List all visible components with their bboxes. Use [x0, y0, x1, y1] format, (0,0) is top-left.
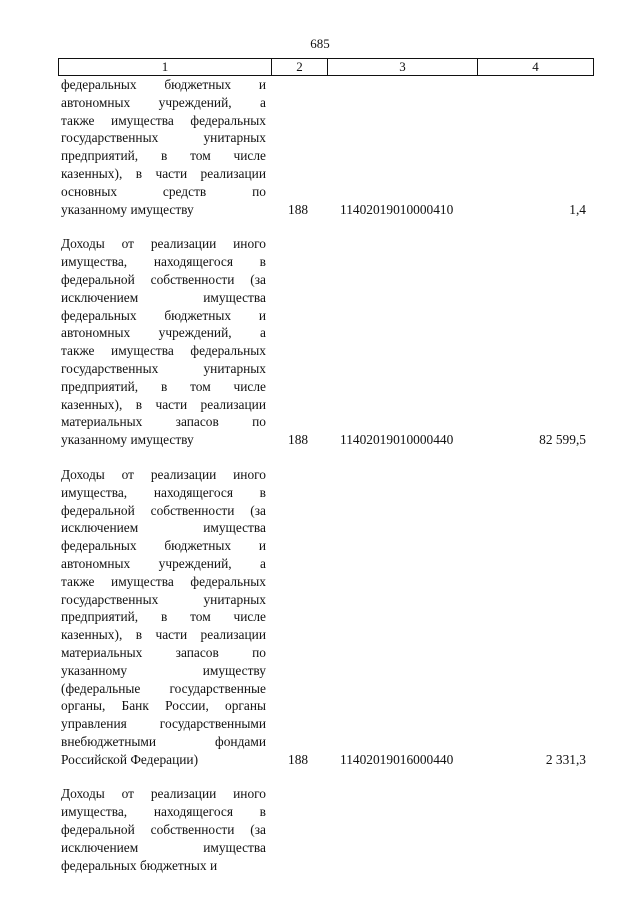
description-line: исключением имущества [61, 520, 266, 536]
description-line: предприятий, в том числе [61, 378, 266, 394]
header-col-2: 2 [272, 59, 328, 75]
description-line: федеральной собственности (за [61, 502, 266, 518]
row-description [61, 466, 266, 769]
description-line: федеральной собственности (за [61, 822, 266, 838]
description-line: указанному имуществу [61, 432, 194, 448]
description-line: федеральных бюджетных и [61, 538, 266, 554]
table-row [61, 466, 592, 769]
description-line: основных средств по [61, 183, 266, 199]
description-line: предприятий, в том числе [61, 148, 266, 164]
description-line: государственных унитарных [61, 591, 266, 607]
row-amount: 2 331,3 [545, 751, 586, 767]
description-line: казенных), в части реализации [61, 396, 266, 412]
description-line: исключением имущества [61, 839, 266, 855]
description-line: федеральных бюджетных и [61, 77, 266, 92]
header-col-1: 1 [59, 59, 272, 75]
row-budget-code: 11402019010000410 [340, 201, 454, 217]
row-description [61, 235, 266, 449]
row-admin-code: 188 [288, 751, 309, 767]
table-row [61, 785, 592, 874]
row-amount: 1,4 [569, 201, 586, 217]
description-line: автономных учреждений, а [61, 325, 266, 341]
description-line: Доходы от реализации иного [61, 466, 266, 482]
description-line: указанному имуществу [61, 201, 194, 217]
row-description [61, 785, 266, 874]
description-line: государственных унитарных [61, 130, 266, 146]
description-line: имущества, находящегося в [61, 254, 266, 270]
description-line: (федеральные государственные [61, 680, 266, 696]
description-line: предприятий, в том числе [61, 609, 266, 625]
description-line: управления государственными [61, 716, 266, 732]
table-row [61, 235, 592, 449]
row-admin-code: 188 [288, 432, 309, 448]
description-line: также имущества федеральных [61, 112, 266, 128]
description-line: автономных учреждений, а [61, 555, 266, 571]
description-line: государственных унитарных [61, 360, 266, 376]
description-line: казенных), в части реализации [61, 165, 266, 181]
description-line: указанному имуществу [61, 662, 266, 678]
table-header [58, 58, 594, 76]
description-line: автономных учреждений, а [61, 94, 266, 110]
description-line: казенных), в части реализации [61, 627, 266, 643]
description-line: имущества, находящегося в [61, 804, 266, 820]
row-admin-code: 188 [288, 201, 309, 217]
row-description [61, 76, 266, 218]
description-line: внебюджетными фондами [61, 733, 266, 749]
description-line: органы, Банк России, органы [61, 698, 266, 714]
description-line: исключением имущества [61, 289, 266, 305]
description-line: имущества, находящегося в [61, 484, 266, 500]
description-line: федеральных бюджетных и [61, 857, 218, 873]
description-line: материальных запасов по [61, 644, 266, 660]
table-body [61, 76, 592, 874]
row-budget-code: 11402019010000440 [340, 432, 454, 448]
description-line: федеральной собственности (за [61, 271, 266, 287]
description-line: также имущества федеральных [61, 343, 266, 359]
row-budget-code: 11402019016000440 [340, 751, 454, 767]
header-col-3: 3 [328, 59, 478, 75]
description-line: Доходы от реализации иного [61, 786, 266, 802]
header-col-4: 4 [532, 59, 539, 74]
description-line: Российской Федерации) [61, 751, 199, 767]
description-line: Доходы от реализации иного [61, 236, 266, 252]
row-amount: 82 599,5 [539, 432, 586, 448]
description-line: федеральных бюджетных и [61, 307, 266, 323]
page-number: 685 [310, 36, 330, 51]
description-line: материальных запасов по [61, 414, 266, 430]
table-row [61, 76, 592, 218]
description-line: также имущества федеральных [61, 573, 266, 589]
